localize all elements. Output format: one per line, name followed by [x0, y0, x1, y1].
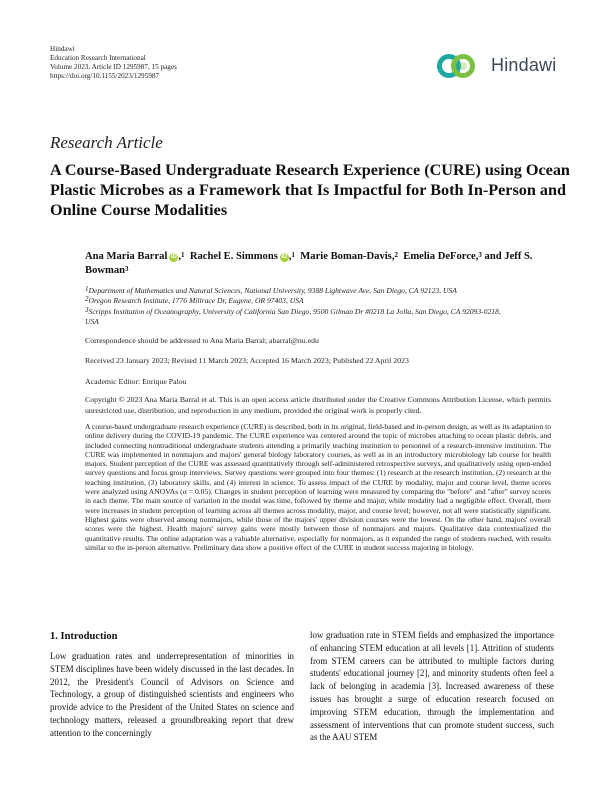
author-list: Ana Maria Barral iD ,$^1$ Rachel E. Simmons iD ,$^1$ Marie Boman-Davis,$^2$ Emelia DeForce,$^3$ and Jeff S. Bowman$^3$: [85, 251, 533, 276]
hindawi-logo-text: Hindawi: [491, 55, 557, 75]
author-name[interactable]: Ana Maria Barral: [85, 251, 168, 262]
journal-volume: Volume 2023, Article ID 1295987, 15 pages: [50, 63, 177, 71]
affiliation: [85, 307, 515, 327]
affiliation-text: Oregon Research Institute, 1776 Millrace Dr, Eugene, OR 97403, USA: [88, 296, 304, 305]
affiliation-text: Department of Mathematics and Natural Sciences, National University, 9388 Lightwave Ave, San Diego, CA 92123, USA: [88, 286, 457, 295]
article-type: Research Article: [50, 133, 163, 152]
author-affiliation-mark: 2: [394, 251, 398, 259]
publisher-name: Hindawi: [50, 45, 75, 53]
body-column-left: Low graduation rates and underrepresentation of minorities in STEM disciplines have been widely discussed in the last decades. In 2012, the President's Council of Advisors on Science and Technology, a group of distinguished scientists and engineers who provide advice to the President of the United States on science and technology matters, released a groundbreaking report that drew attention to the concerningly: [50, 651, 294, 738]
author-name[interactable]: Emelia DeForce: [403, 251, 476, 262]
journal-doi[interactable]: https://doi.org/10.1155/2023/1295987: [50, 72, 160, 80]
affiliation-number: 2: [85, 295, 89, 303]
publication-dates: Received 23 January 2023; Revised 11 March 2023; Accepted 16 March 2023; Published 22 April 2023: [85, 356, 409, 365]
author-affiliation-mark: 1: [291, 251, 295, 259]
academic-editor: Academic Editor: Enrique Palou: [85, 377, 187, 386]
author-affiliation-mark: 3: [125, 265, 129, 273]
affiliation: [85, 286, 545, 296]
author-conjunction: and: [484, 251, 502, 262]
section-heading: 1. Introduction: [50, 631, 118, 642]
body-column-right: low graduation rate in STEM fields and emphasized the importance of enhancing STEM education at all levels [1]. Attrition of students from STEM careers can be attributed to multiple factors during students' educational journey [2], and minority students often feel a lack of belonging in academia [3]. Increased awareness of these issues has brought a surge of education research focused on improving STEM education, through the implementation and assessment of interventions that can promote student success, such as the AAU STEM: [310, 630, 554, 743]
correspondence: Correspondence should be addressed to Ana Maria Barral; abarral@nu.edu: [85, 336, 319, 345]
author-name[interactable]: Marie Boman-Davis: [300, 251, 392, 262]
affiliation-text: Scripps Institution of Oceanography, University of California San Diego, 9500 Gilman Dr #0218 La Jolla, San Diego, CA 92093-0218, USA: [85, 307, 501, 326]
journal-name: Education Research International: [50, 54, 146, 62]
abstract: A course-based undergraduate research experience (CURE) is described, both in its original, field-based and in-person design, as well as its adaptation to online delivery during the COVID-19 pandemic. The CURE experience was centered around the topic of microbes attaching to ocean plastic debris, and included connecting nontraditional undergraduate students attending a primarily teaching institution to personnel of a research-intensive institution. The CURE was implemented in nonmajors and majors' general biology laboratory courses, as well as in an introductory microbiology lab course for health majors. Student perception of the CURE was assessed quantitatively through self-administered retrospective surveys, and qualitatively using open-ended survey questions and focus group interviews. Survey questions were grouped into four themes: (1) research at the research institution, (2) research at the teaching institution, (3) laboratory skills, and (4) interest in science. To assess impact of the CURE by modality, major and course level, theme scores were analyzed using ANOVAs (α = 0.05). Changes in student perception of learning were measured by comparing the "before" and "after" survey scores in each theme. The main source of variation in the model was time, followed by theme and major, while modality had a negligible effect. Overall, there were increases in student perception of learning across all themes across modality, major, and course level; however, not all were statistically significant. Highest gains were observed among nonmajors, while those of the majors' upper division courses were the lowest. On the other hand, majors' overall scores were the highest. Health majors' survey gains were mostly between those of nonmajors and majors. Qualitative data contextualized the quantitative results. The online adaptation was a valuable alternative, especially for nonmajors, as it expanded the range of students reached, with results similar to the in-person alternative. Preliminary data show a positive effect of the CURE in student success majoring in biology.: [85, 422, 551, 552]
author-affiliation-mark: 3: [478, 251, 482, 259]
affiliation: [85, 296, 545, 306]
orcid-icon[interactable]: iD: [281, 254, 288, 260]
copyright-notice: Copyright © 2023 Ana Maria Barral et al. This is an open access article distributed under the Creative Commons Attribution License, which permits unrestricted use, distribution, and reproduction in any medium, provided the original work is properly cited.: [85, 395, 551, 415]
journal-meta: [50, 45, 177, 81]
author-name[interactable]: Rachel E. Simmons: [189, 251, 278, 262]
affiliation-number: 3: [85, 306, 89, 314]
affiliation-number: 1: [85, 285, 89, 293]
orcid-icon[interactable]: iD: [170, 254, 177, 260]
paper-title: A Course-Based Undergraduate Research Experience (CURE) using Ocean Plastic Microbes as a Framework that Is Impactful for Both In-Person and Online Course Modalities: [50, 161, 570, 219]
author-affiliation-mark: 1: [181, 251, 185, 259]
author-name[interactable]: Jeff S. Bowman: [85, 251, 533, 276]
